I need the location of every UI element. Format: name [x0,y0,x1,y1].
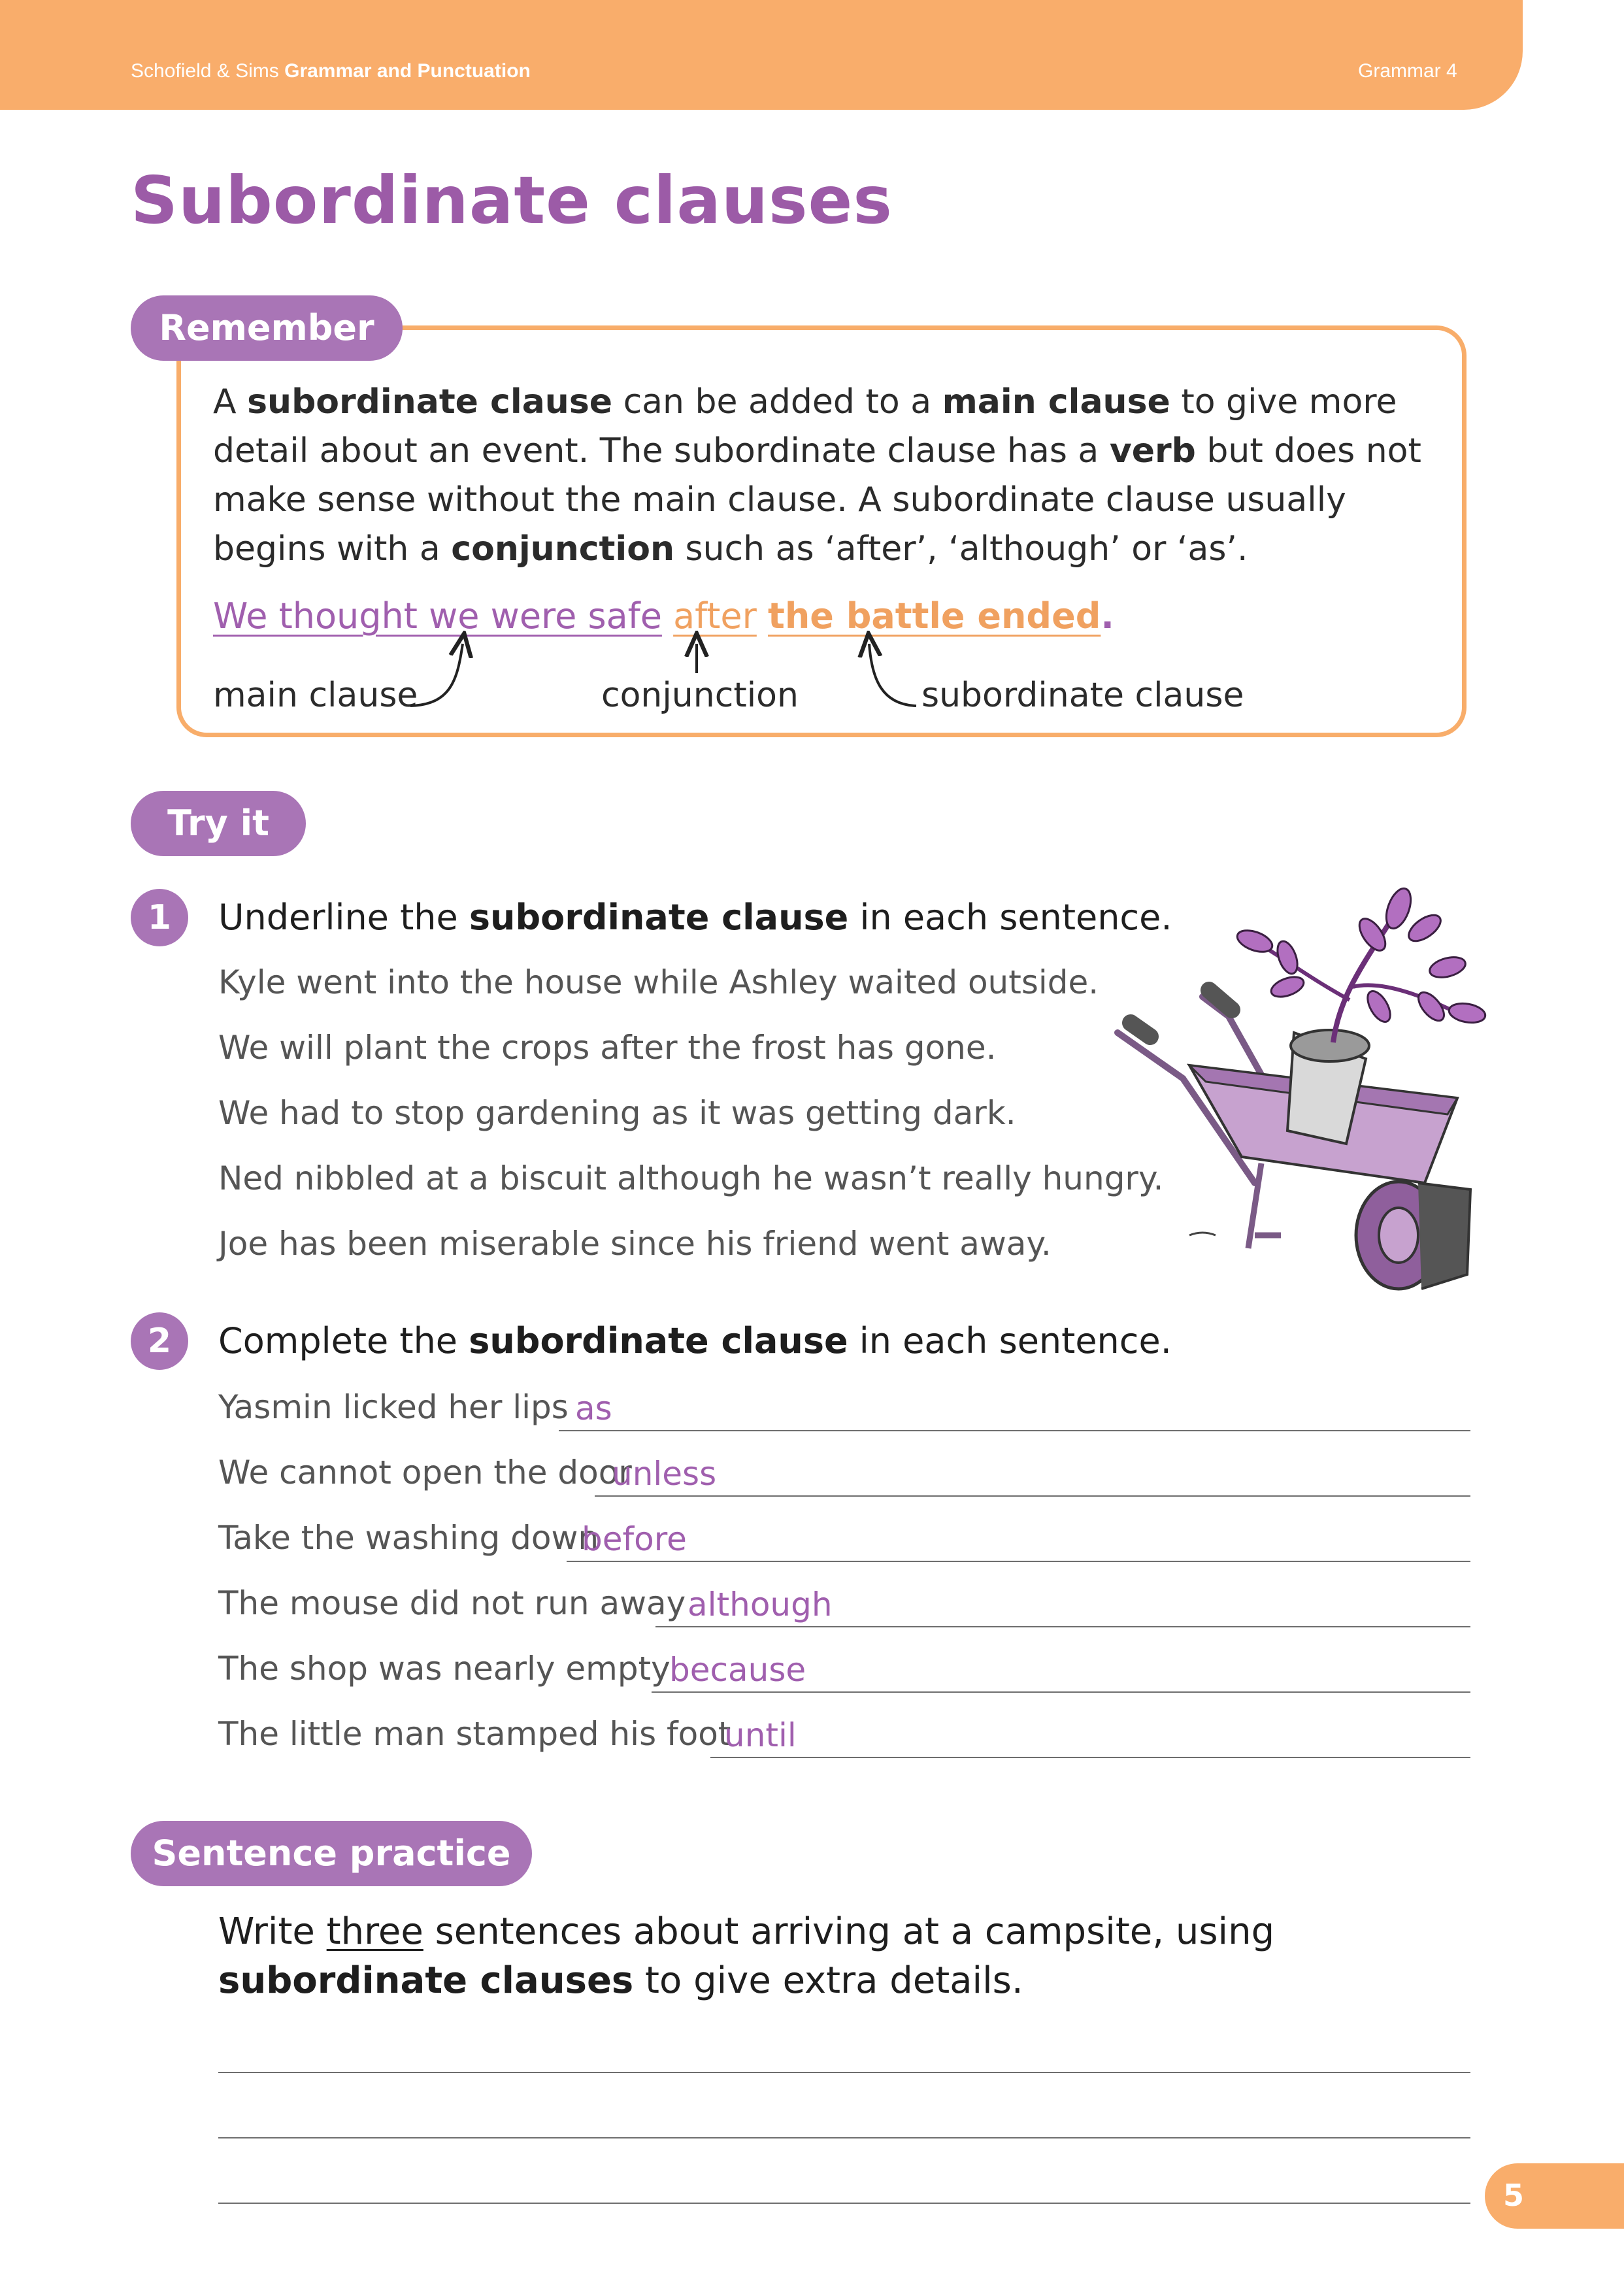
answer-line[interactable] [567,1561,1470,1562]
completion-lead: The shop was nearly empty [218,1650,671,1688]
try-it-label: Try it [131,791,306,856]
remember-text-4: to give more detail about an event. The subordinate clause has a [213,382,1397,471]
remember-text-2: can be added to a [612,382,942,422]
page-number: 5 [1503,2178,1525,2213]
q2-bold: subordinate clause [469,1320,848,1361]
completion-lead: The little man stamped his foot [218,1715,731,1753]
remember-text-5: verb [1109,431,1196,471]
remember-explanation [213,378,1442,574]
writing-line[interactable] [218,2137,1470,2138]
header-book: Grammar 4 [1358,60,1457,82]
label-conjunction: conjunction [601,676,799,715]
example-main-clause: We thought we were safe [213,595,662,637]
q1-sentence[interactable]: We will plant the crops after the frost has gone. [218,1029,997,1067]
answer-line[interactable] [655,1626,1470,1627]
sentence-practice-label: Sentence practice [131,1821,532,1886]
example-full-stop: . [1101,595,1114,637]
remember-text-8: such as ‘after’, ‘although’ or ‘as’. [674,529,1248,569]
q2-pre: Complete the [218,1320,469,1361]
q1-bold: subordinate clause [469,897,849,938]
completion-row [218,1451,1470,1497]
q1-sentence[interactable]: Kyle went into the house while Ashley waited outside. [218,963,1099,1001]
q1-sentence[interactable]: Joe has been miserable since his friend went away. [218,1225,1052,1263]
example-conjunction: after [673,595,757,637]
completion-conjunction: before [582,1520,687,1558]
answer-line[interactable] [595,1495,1470,1497]
completion-lead: Yasmin licked her lips [218,1388,569,1426]
writing-line[interactable] [218,2072,1470,2073]
q1-sentence[interactable]: We had to stop gardening as it was getting dark. [218,1094,1016,1132]
remember-text-3: main clause [942,382,1170,422]
label-subordinate-clause: subordinate clause [921,676,1244,715]
completion-row [218,1582,1470,1627]
practice-post: to give extra details. [633,1959,1023,2002]
remember-text-0: A [213,382,248,422]
question-1-instruction [218,897,1172,938]
answer-line[interactable] [559,1430,1470,1431]
practice-instruction [218,1907,1460,2005]
header-publisher: Schofield & Sims [131,60,279,82]
practice-pre: Write [218,1910,327,1953]
q1-sentence[interactable]: Ned nibbled at a biscuit although he wasn’t really hungry. [218,1159,1164,1197]
page-title: Subordinate clauses [131,162,893,239]
answer-line[interactable] [652,1691,1470,1693]
completion-row [218,1712,1470,1758]
completion-lead: We cannot open the door [218,1454,632,1491]
header-band [0,0,1523,110]
completion-row [218,1647,1470,1693]
writing-line[interactable] [218,2203,1470,2204]
label-main-clause: main clause [213,676,418,715]
remember-text-6: but does not make sense without the main clause. A subordinate clause usually begins with a [213,431,1421,569]
completion-row [218,1386,1470,1431]
completion-conjunction: as [575,1389,612,1427]
practice-underlined: three [326,1910,423,1953]
remember-text-7: conjunction [451,529,674,569]
question-2-instruction [218,1320,1172,1361]
answer-line[interactable] [710,1757,1470,1758]
remember-label: Remember [131,295,403,361]
completion-conjunction: although [688,1586,833,1623]
completion-row [218,1516,1470,1562]
example-subordinate-clause: the battle ended [768,595,1101,637]
header-series-title: Grammar and Punctuation [284,60,531,82]
completion-lead: The mouse did not run away [218,1584,686,1622]
question-2-number: 2 [131,1312,188,1370]
example-sentence [213,593,1114,639]
completion-conjunction: until [724,1716,797,1754]
header-series [131,60,531,82]
completion-conjunction: because [669,1651,806,1689]
remember-text-1: subordinate clause [247,382,613,422]
wheelbarrow-plant-illustration [1091,882,1510,1314]
q1-post: in each sentence. [848,897,1172,938]
question-1-number: 1 [131,889,188,946]
practice-mid: sentences about arriving at a campsite, using [423,1910,1275,1953]
practice-bold: subordinate clauses [218,1959,634,2002]
completion-conjunction: unless [612,1455,717,1493]
completion-lead: Take the washing down [218,1519,599,1557]
q2-post: in each sentence. [848,1320,1172,1361]
q1-pre: Underline the [218,897,469,938]
